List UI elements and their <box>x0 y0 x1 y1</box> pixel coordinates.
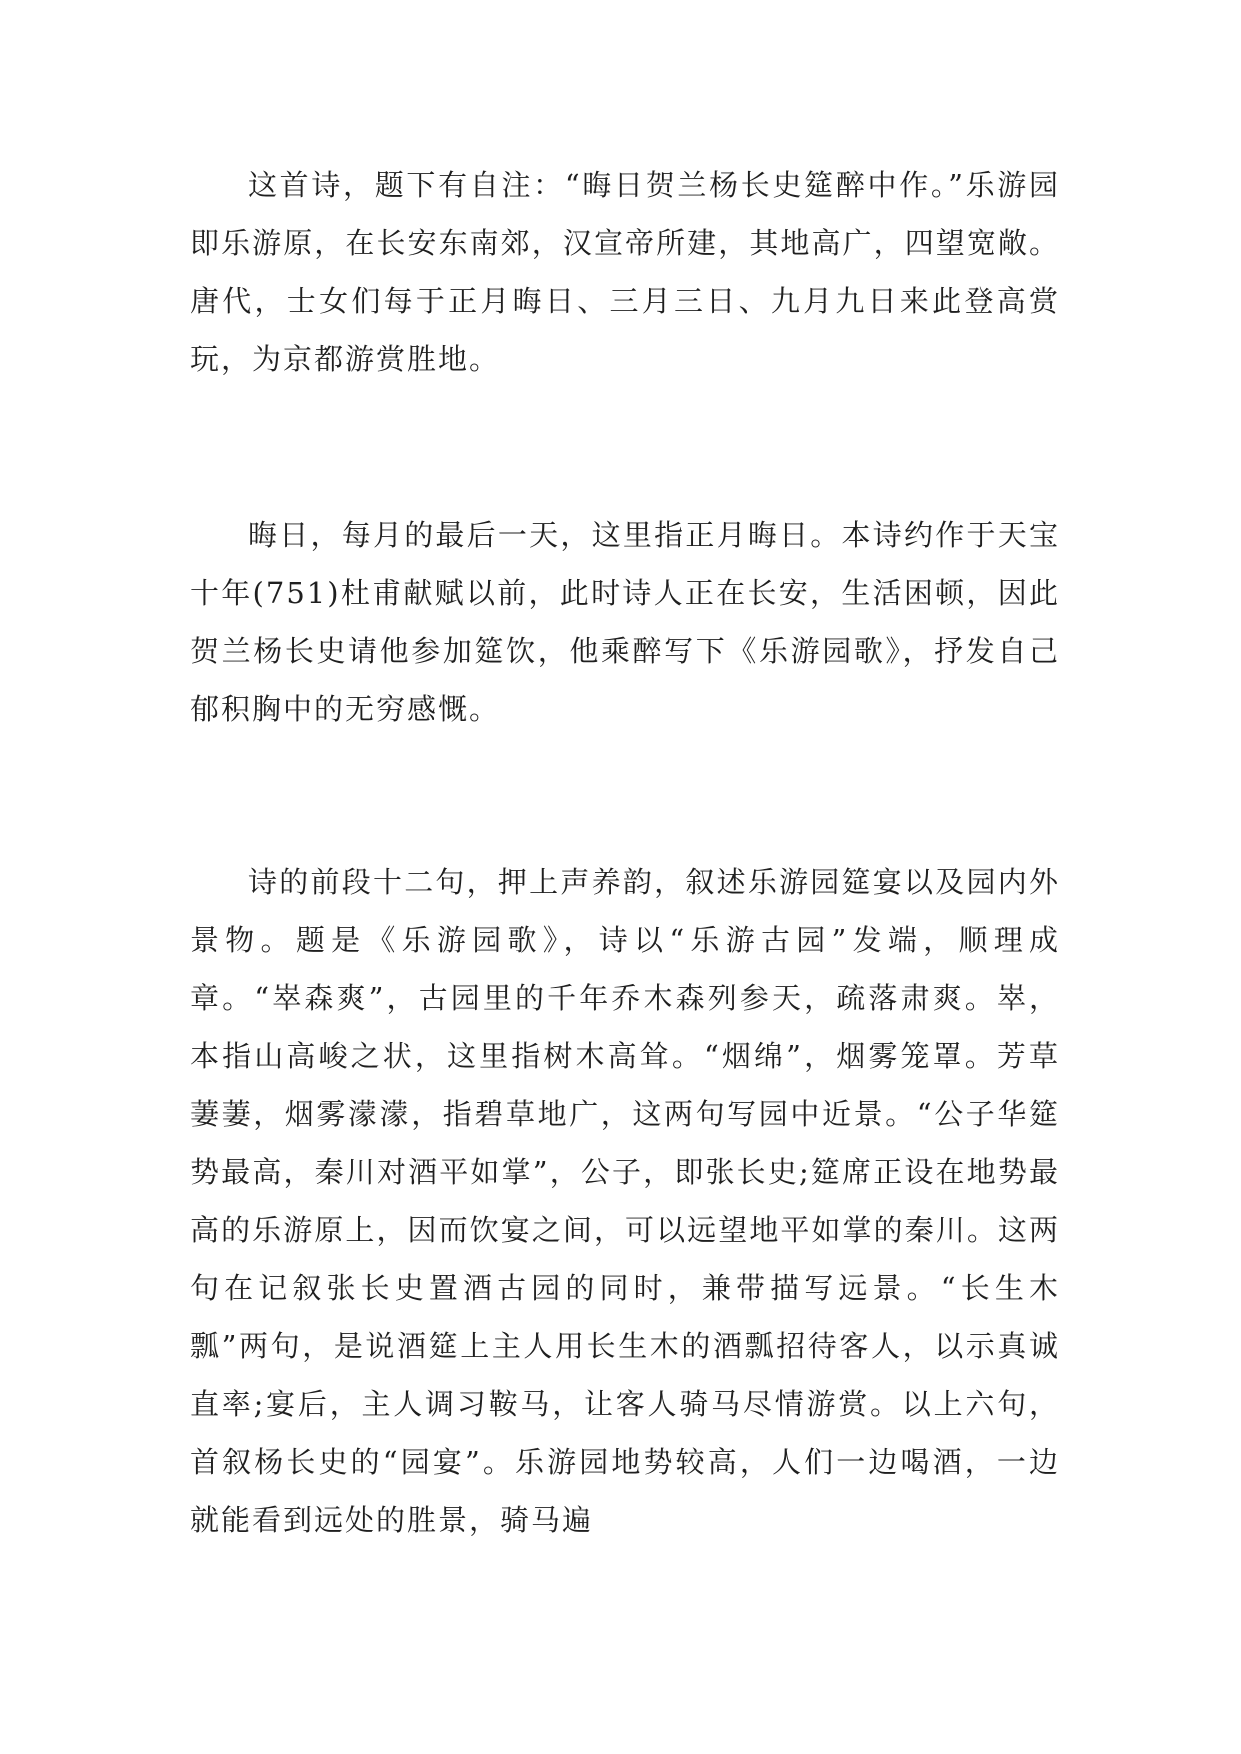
paragraph-3: 诗的前段十二句，押上声养韵，叙述乐游园筵宴以及园内外景物。题是《乐游园歌》，诗以“乐游古园”发端，顺理成章。“崒森爽”，古园里的千年乔木森列参天，疏落肃爽。崒，本指山高峻之状，这里指树木高耸。“烟绵”，烟雾笼罩。芳草萋萋，烟雾濛濛，指碧草地广，这两句写园中近景。“公子华筵势最高，秦川对酒平如掌”，公子，即张长史;筵席正设在地势最高的乐游原上，因而饮宴之间，可以远望地平如掌的秦川。这两句在记叙张长史置酒古园的同时，兼带描写远景。“长生木瓢”两句，是说酒筵上主人用长生木的酒瓢招待客人，以示真诚直率;宴后，主人调习鞍马，让客人骑马尽情游赏。以上六句，首叙杨长史的“园宴”。乐游园地势较高，人们一边喝酒，一边就能看到远处的胜景，骑马遍 <box>190 865 1060 1537</box>
paragraph-2: 晦日，每月的最后一天，这里指正月晦日。本诗约作于天宝十年(751)杜甫献赋以前，此时诗人正在长安，生活困顿，因此贺兰杨长史请他参加筵饮，他乘醉写下《乐游园歌》，抒发自己郁积胸中的无穷感慨。 <box>190 518 1060 726</box>
paragraph-1: 这首诗，题下有自注：“晦日贺兰杨长史筵醉中作。”乐游园即乐游原，在长安东南郊，汉宣帝所建，其地高广，四望宽敞。唐代，士女们每于正月晦日、三月三日、九月九日来此登高赏玩，为京都游赏胜地。 <box>190 168 1060 376</box>
